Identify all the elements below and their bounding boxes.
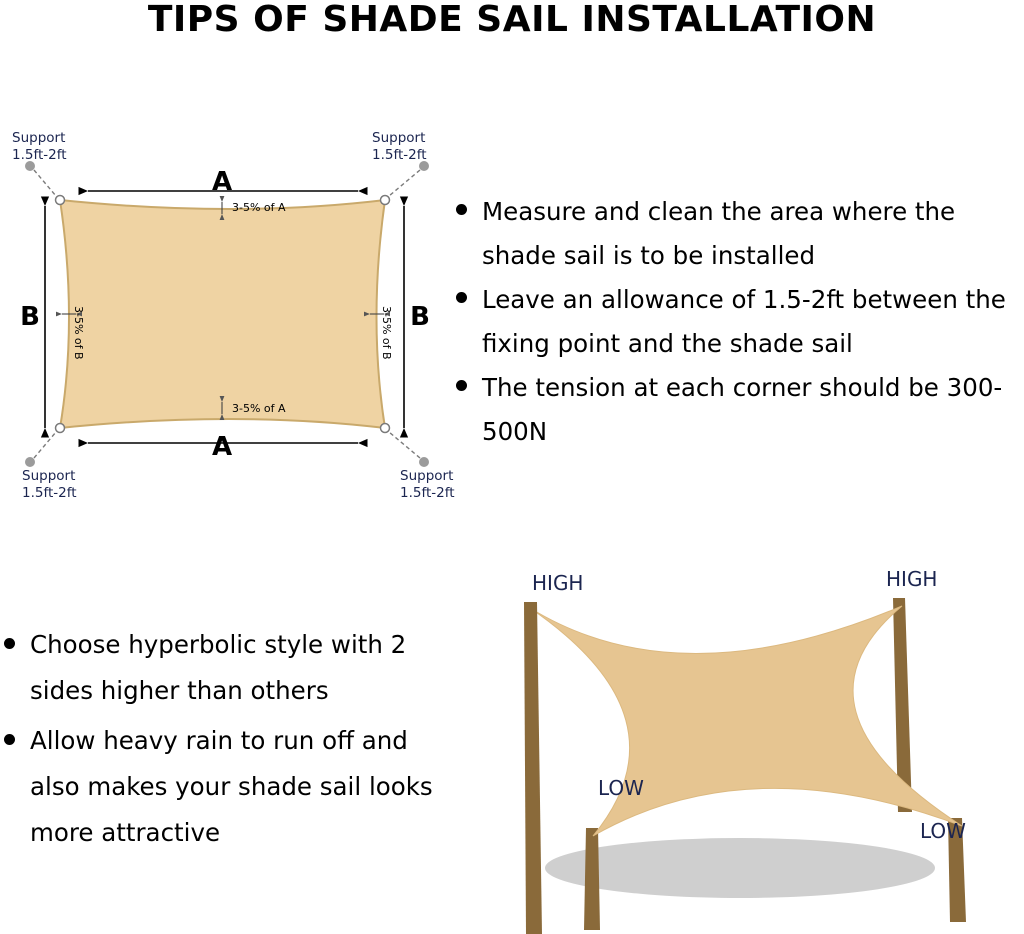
list-item: Measure and clean the area where the shade sail is to be installed bbox=[452, 190, 1024, 278]
allowance-line bbox=[389, 170, 420, 196]
list-item: Allow heavy rain to run off and also makes your shade sail looks more attractive bbox=[0, 718, 440, 856]
corner-fixing-point bbox=[56, 196, 65, 205]
support-label-bottom-right-line1: Support bbox=[400, 468, 454, 484]
allowance-line bbox=[389, 432, 420, 458]
allowance-line bbox=[34, 432, 56, 458]
corner-fixing-point bbox=[56, 424, 65, 433]
top-tips-list bbox=[452, 190, 1024, 454]
support-label-bottom-left-line1: Support bbox=[22, 468, 76, 484]
label-high-left: HIGH bbox=[532, 571, 584, 595]
support-label-top-right-line1: Support bbox=[372, 130, 426, 146]
support-label-bottom-left-line2: 1.5ft-2ft bbox=[22, 485, 77, 501]
support-label-bottom-right-line2: 1.5ft-2ft bbox=[400, 485, 455, 501]
support-label-top-left-line1: Support bbox=[12, 130, 66, 146]
dimension-label-a-top: A bbox=[211, 167, 233, 197]
support-point-bottom-left bbox=[25, 457, 35, 467]
list-item: Leave an allowance of 1.5-2ft between the fixing point and the shade sail bbox=[452, 278, 1024, 366]
post-low-left bbox=[584, 828, 600, 930]
sail-shape bbox=[60, 200, 385, 428]
ground-shadow bbox=[545, 838, 935, 898]
top-diagram bbox=[0, 110, 470, 510]
support-point-bottom-right bbox=[419, 457, 429, 467]
curve-label-right: 3-5% of B bbox=[380, 306, 393, 360]
post-high-left bbox=[524, 602, 542, 934]
page-title: TIPS OF SHADE SAIL INSTALLATION bbox=[147, 0, 877, 40]
bottom-diagram bbox=[450, 550, 1024, 934]
label-low-right: LOW bbox=[920, 819, 966, 843]
bottom-tips-list bbox=[0, 622, 440, 860]
allowance-line bbox=[34, 170, 56, 196]
dimension-label-b-right: B bbox=[410, 302, 430, 332]
list-item: Choose hyperbolic style with 2 sides higher than others bbox=[0, 622, 440, 714]
curve-label-bottom: 3-5% of A bbox=[232, 402, 286, 415]
dimension-label-b-left: B bbox=[20, 302, 40, 332]
list-item: The tension at each corner should be 300-500N bbox=[452, 366, 1024, 454]
curve-label-top: 3-5% of A bbox=[232, 201, 286, 214]
support-label-top-left-line2: 1.5ft-2ft bbox=[12, 147, 67, 163]
curve-label-left: 3-5% of B bbox=[72, 306, 85, 360]
dimension-label-a-bottom: A bbox=[211, 432, 233, 462]
label-low-left: LOW bbox=[598, 776, 644, 800]
support-label-top-right-line2: 1.5ft-2ft bbox=[372, 147, 427, 163]
corner-fixing-point bbox=[381, 424, 390, 433]
label-high-right: HIGH bbox=[886, 567, 938, 591]
corner-fixing-point bbox=[381, 196, 390, 205]
